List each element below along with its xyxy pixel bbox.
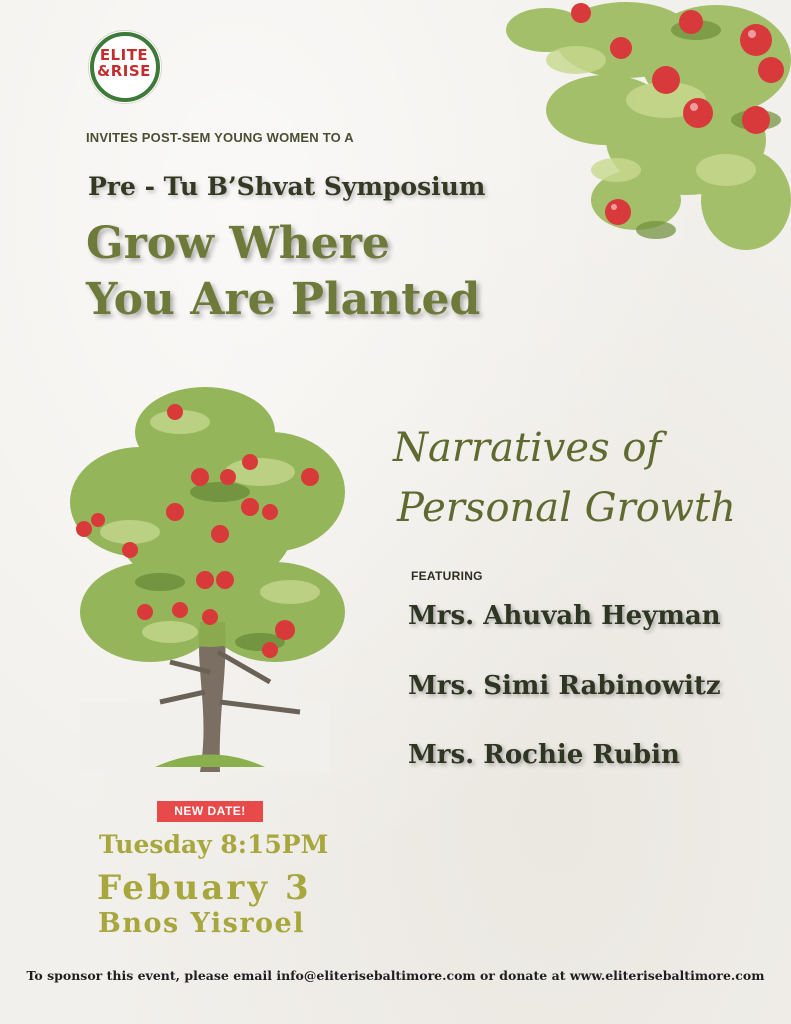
event-venue: Bnos Yisroel [98,908,305,939]
apple-branch-illustration [486,0,791,278]
main-title [86,216,480,328]
event-date: Febuary 3 [97,868,312,908]
subtitle-script [393,418,736,538]
title-line-2: You Are Planted [86,274,481,325]
new-date-badge: NEW DATE! [157,801,263,822]
featuring-label: FEATURING [411,569,483,583]
invites-line: INVITES POST-SEM YOUNG WOMEN TO A [86,130,354,145]
speaker-2: Mrs. Simi Rabinowitz [408,671,721,701]
subtitle-line-2: Personal Growth [397,485,736,531]
apple-tree-illustration [60,372,356,802]
speaker-3: Mrs. Rochie Rubin [408,740,680,770]
logo-text [88,47,160,79]
event-time: Tuesday 8:15PM [99,830,329,859]
logo-line-2: &RISE [97,62,151,80]
speaker-1: Mrs. Ahuvah Heyman [408,601,721,631]
title-line-1: Grow Where [86,218,390,269]
sponsor-footer: To sponsor this event, please email info@eliterisebaltimore.com or donate at www.eliterisebaltimore.com [26,968,765,983]
logo-line-1: ELITE [99,46,149,64]
symposium-heading: Pre - Tu B’Shvat Symposium [88,172,486,201]
subtitle-line-1: Narratives of [393,425,662,471]
